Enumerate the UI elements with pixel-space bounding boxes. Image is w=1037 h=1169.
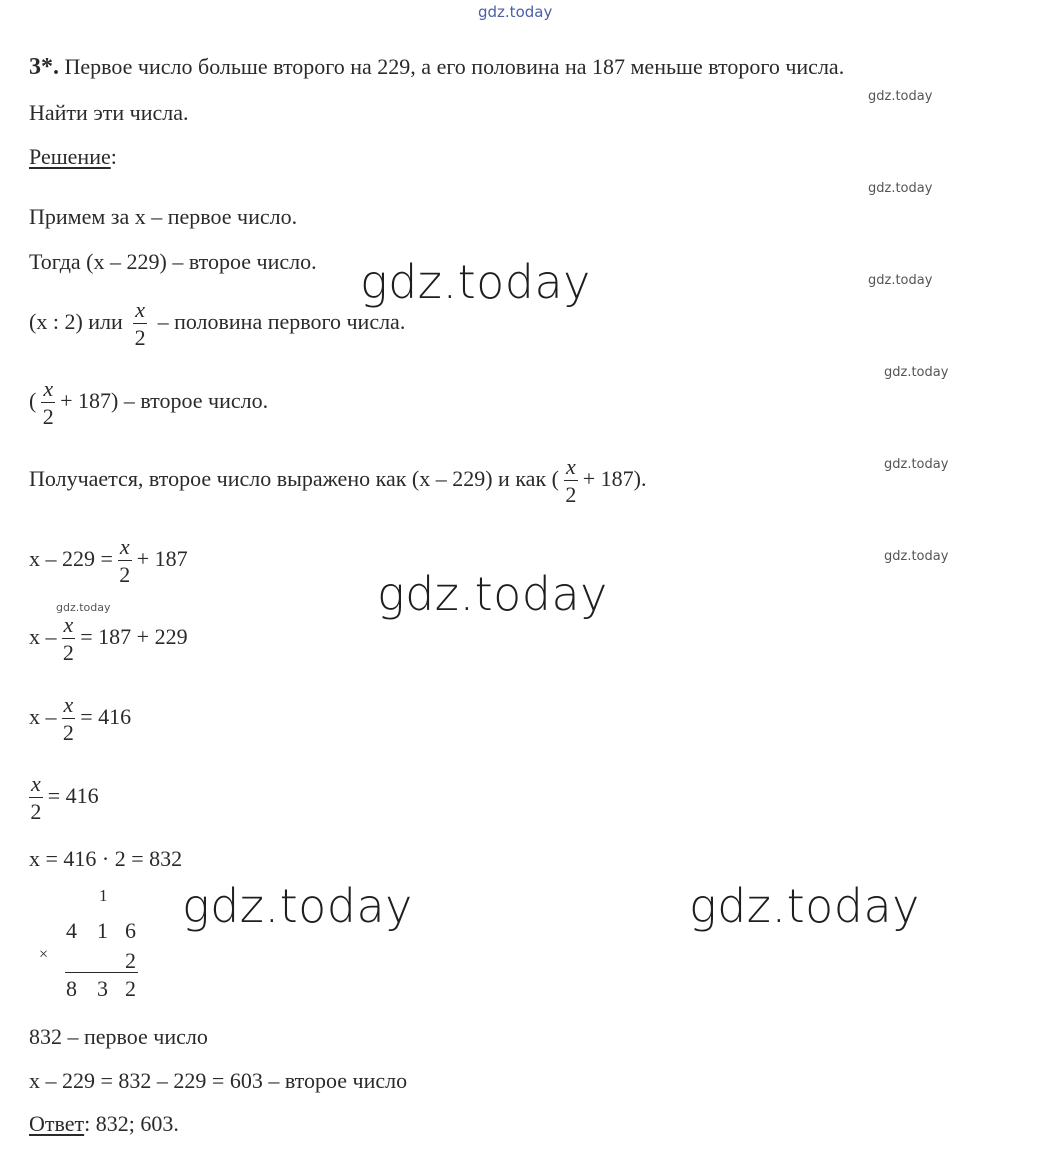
equation-2 [29,614,188,664]
line-half-pre: (x : 2) или [29,309,123,335]
watermark-small: gdz.today [868,89,933,104]
product-digit: 8 [66,976,77,1001]
result-first: 832 – первое число [29,1024,208,1049]
line-alt-pre: ( [29,388,37,414]
problem-text-1: Первое число больше второго на 229, а его половина на 187 меньше второго числа. [64,54,845,79]
fraction-x-over-2 [118,536,132,586]
watermark-small: gdz.today [884,365,949,380]
fraction-den: 2 [62,720,74,745]
answer-value: : 832; 603. [84,1111,179,1136]
line-expressed [29,456,646,506]
fraction-num: x [63,612,74,637]
answer-line [29,1111,179,1137]
line-half-first [29,299,405,349]
multiplicand-digit: 1 [97,918,108,943]
fraction-den: 2 [134,325,146,350]
problem-line-1 [29,54,844,80]
line-half-post: – половина первого числа. [157,309,406,335]
watermark-large: gdz.today [182,879,413,933]
watermark-small: gdz.today [884,549,949,564]
multiplicand-digit: 4 [66,918,77,943]
eq1-post: + 187 [136,546,188,572]
fraction-num: x [63,692,74,717]
equation-5: x = 416 · 2 = 832 [29,846,183,871]
solution-label: Решение [29,144,111,169]
multiply-sign: × [39,946,49,963]
solution-colon: : [110,144,117,169]
watermark-small: gdz.today [884,457,949,472]
fraction-num: x [31,771,41,796]
solution-heading [29,144,117,170]
watermark-small: gdz.today [868,273,933,288]
fraction-num: x [565,454,576,479]
eq3-pre: x – [29,704,57,730]
fraction-den: 2 [30,799,42,824]
fraction-den: 2 [42,404,54,429]
product-digit: 3 [97,976,108,1001]
fraction-x-over-2 [62,614,76,664]
eq2-post: = 187 + 229 [80,624,188,650]
watermark-small: gdz.today [868,181,933,196]
equation-3 [29,694,131,744]
fraction-x-over-2 [564,456,578,506]
watermark-large: gdz.today [360,255,591,309]
carry-digit: 1 [99,886,108,905]
eq3-post: = 416 [80,704,132,730]
watermark-large: gdz.today [689,879,920,933]
line-expr-pre: Получается, второе число выражено как (x – 229) и как ( [29,466,559,492]
fraction-x-over-2 [133,299,147,349]
line-second-number: Тогда (x – 229) – второе число. [29,249,317,274]
fraction-num: x [119,534,130,559]
result-second: x – 229 = 832 – 229 = 603 – второе число [29,1068,408,1093]
fraction-den: 2 [119,562,131,587]
column-rule [65,972,138,973]
equation-4 [24,773,99,823]
problem-number: 3*. [29,54,59,80]
watermark-large: gdz.today [377,567,608,621]
multiplier-digit: 2 [125,948,136,973]
fraction-den: 2 [565,482,577,507]
watermark-small: gdz.today [56,601,111,614]
top-watermark: gdz.today [478,3,553,21]
equation-1 [29,536,188,586]
product-digit: 2 [125,976,136,1001]
eq2-pre: x – [29,624,57,650]
fraction-x-over-2 [62,694,76,744]
fraction-num: x [43,376,54,401]
line-expr-post: + 187). [582,466,647,492]
answer-label: Ответ [29,1111,85,1136]
fraction-x-over-2 [41,378,55,428]
line-let-x: Примем за x – первое число. [29,204,298,229]
eq1-pre: x – 229 = [29,546,113,572]
eq4-post: = 416 [47,783,99,809]
line-alt-post: + 187) – второе число. [60,388,269,414]
fraction-x-over-2 [29,773,43,823]
line-second-alt [29,378,268,428]
multiplicand-digit: 6 [125,918,136,943]
fraction-den: 2 [62,640,74,665]
fraction-num: x [135,297,146,322]
problem-line-2: Найти эти числа. [29,100,189,125]
